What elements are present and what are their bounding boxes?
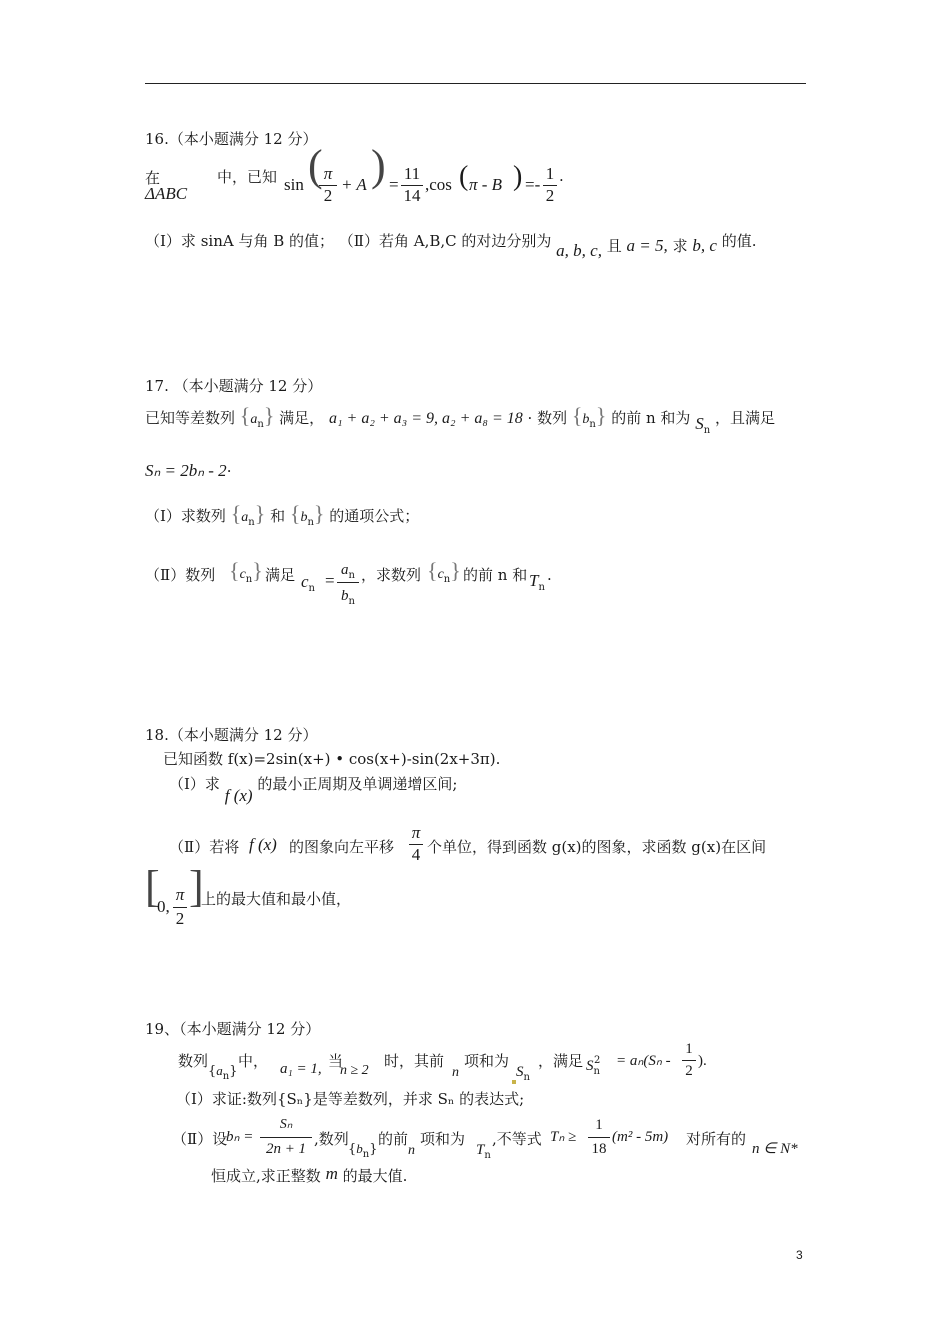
q18-line2: （Ⅰ）求 f (x) 的最小正周期及单调递增区间; <box>169 775 458 805</box>
q16-header: 16.（本小题满分 12 分） <box>145 130 318 148</box>
header-rule <box>145 83 806 84</box>
left-paren: ( <box>308 141 323 190</box>
q17-header: 17. （本小题满分 12 分） <box>145 377 323 395</box>
q18-line1: 已知函数 f(x)=2sin(x+) • cos(x+)-sin(2x+3π). <box>163 750 501 768</box>
triangle-abc: ΔABC <box>145 184 188 203</box>
q17-line2: Sₙ = 2bₙ - 2· <box>145 461 232 480</box>
page-number: 3 <box>796 1248 803 1262</box>
q17-line3: （Ⅰ）求数列 $\{a_n\}$ 和 $\{b_n\}$ 的通项公式； <box>145 501 420 528</box>
q19-line2: （Ⅰ）求证:数列{Sₙ}是等差数列，并求 Sₙ 的表达式; <box>176 1090 525 1108</box>
q19-header: 19、（本小题满分 12 分） <box>145 1020 321 1038</box>
q19-line4: 恒成立,求正整数 m 的最大值. <box>211 1164 408 1185</box>
q16-line2: （Ⅰ）求 sinA 与角 B 的值； （Ⅱ）若角 A,B,C 的对边分别为 a, b, c, 且 a = 5, 求 b, c 的值. <box>145 232 757 260</box>
q18-header: 18.（本小题满分 12 分） <box>145 726 318 744</box>
right-paren: ) <box>371 141 386 190</box>
q17-line1: 已知等差数列 $\{a_n\}$ 满足， a₁ + a₂ + a₃ = 9, a₂ + a₈ = 18 · 数列 $\{b_n\}$ 的前 n 和为 $S_n$ ，且满足 <box>145 403 775 436</box>
